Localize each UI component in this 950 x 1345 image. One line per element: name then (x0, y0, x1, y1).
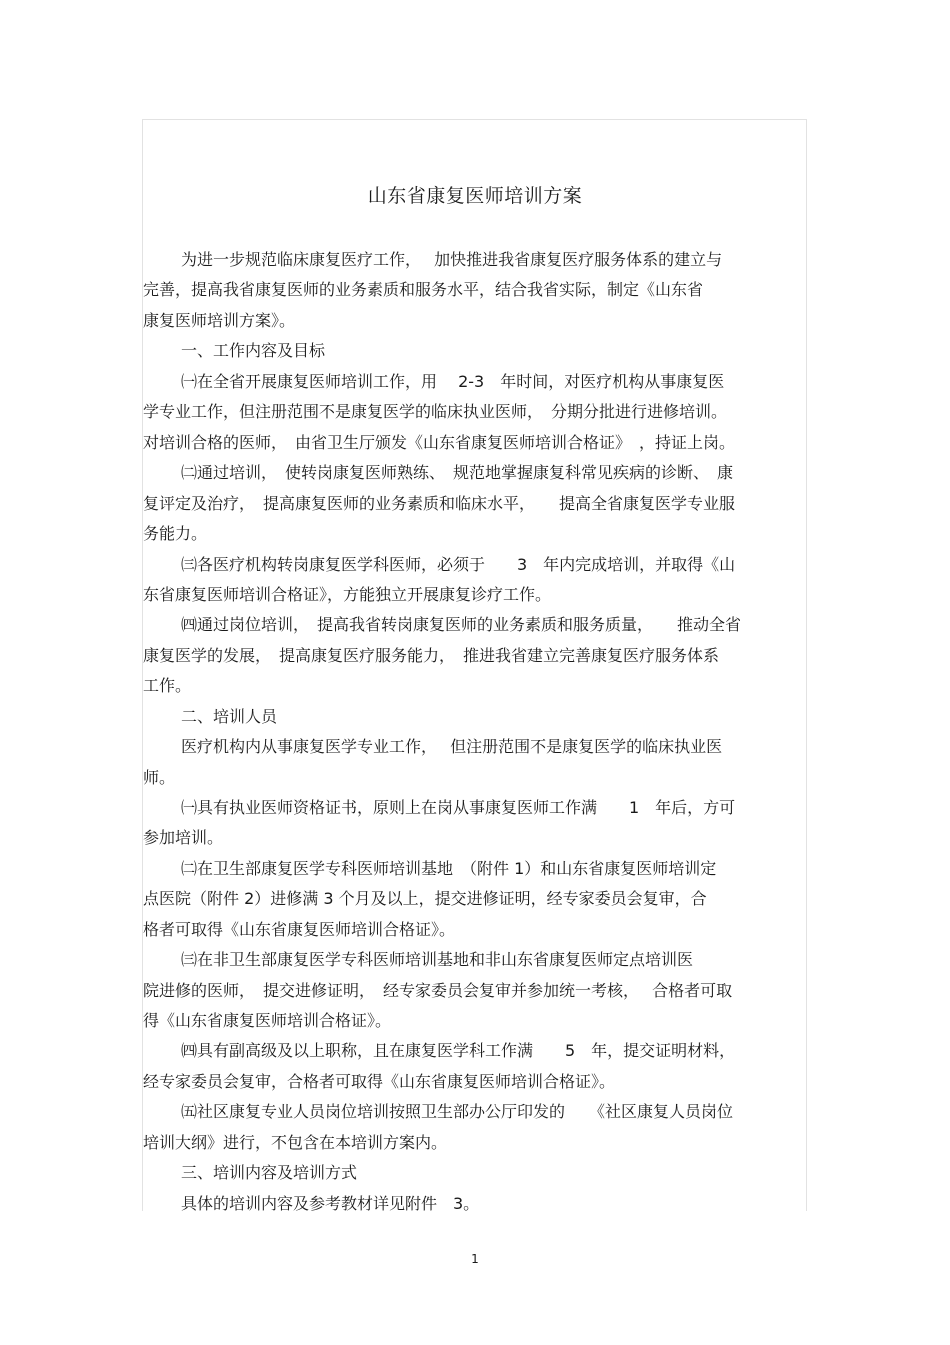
paragraph-line: 康复医学的发展， 提高康复医疗服务能力， 推进我省建立完善康复医疗服务体系 (143, 646, 720, 665)
section-heading: 一、工作内容及目标 (181, 341, 326, 360)
paragraph-line: 具体的培训内容及参考教材详见附件 3。 (181, 1194, 480, 1213)
paragraph-line: ㈠在全省开展康复医师培训工作，用 2-3 年时间，对医疗机构从事康复医 (181, 372, 725, 391)
paragraph-line: 培训大纲》进行，不包含在本培训方案内。 (143, 1133, 448, 1152)
paragraph-line: 务能力。 (143, 524, 208, 543)
paragraph-line: ㈡在卫生部康复医学专科医师培训基地 （附件 1）和山东省康复医师培训定 (181, 859, 717, 878)
paragraph-line: ㈡通过培训， 使转岗康复医师熟练、 规范地掌握康复科常见疾病的诊断、 康 (181, 463, 734, 482)
paragraph-line: 院进修的医师， 提交进修证明， 经专家委员会复审并参加统一考核， 合格者可取 (143, 981, 733, 1000)
paragraph-line: 得《山东省康复医师培训合格证》。 (143, 1011, 392, 1030)
paragraph-line: 参加培训。 (143, 828, 224, 847)
document-title: 山东省康复医师培训方案 (367, 185, 583, 207)
paragraph-line: ㈣通过岗位培训， 提高我省转岗康复医师的业务素质和服务质量， 推动全省 (181, 615, 742, 634)
paragraph-line: ㈤社区康复专业人员岗位培训按照卫生部办公厅印发的 《社区康复人员岗位 (181, 1102, 734, 1121)
paragraph-line: ㈠具有执业医师资格证书，原则上在岗从事康复医师工作满 1 年后，方可 (181, 798, 736, 817)
paragraph-line: 格者可取得《山东省康复医师培训合格证》。 (143, 920, 456, 939)
paragraph-line: ㈣具有副高级及以上职称，且在康复医学科工作满 5 年，提交证明材料， (181, 1041, 736, 1060)
paragraph-line: 师。 (143, 768, 176, 787)
paragraph-line: 工作。 (143, 676, 192, 695)
paragraph-line: 东省康复医师培训合格证》，方能独立开展康复诊疗工作。 (143, 585, 552, 604)
paragraph-line: 学专业工作，但注册范围不是康复医学的临床执业医师， 分期分批进行进修培训。 (143, 402, 728, 421)
paragraph-line: 经专家委员会复审，合格者可取得《山东省康复医师培训合格证》。 (143, 1072, 616, 1091)
paragraph-line: 医疗机构内从事康复医学专业工作， 但注册范围不是康复医学的临床执业医 (181, 737, 723, 756)
paragraph-line: 复评定及治疗， 提高康复医师的业务素质和临床水平， 提高全省康复医学专业服 (143, 494, 736, 513)
paragraph-line: ㈢在非卫生部康复医学专科医师培训基地和非山东省康复医师定点培训医 (181, 950, 694, 969)
paragraph-line: 点医院（附件 2）进修满 3 个月及以上，提交进修证明，经专家委员会复审，合 (143, 889, 707, 908)
paragraph-line: 对培训合格的医师， 由省卫生厅颁发《山东省康复医师培训合格证》 ，持证上岗。 (143, 433, 736, 452)
paragraph-line: 康复医师培训方案》。 (143, 311, 296, 330)
section-heading: 三、培训内容及培训方式 (181, 1163, 358, 1182)
paragraph-line: 为进一步规范临床康复医疗工作， 加快推进我省康复医疗服务体系的建立与 (181, 250, 723, 269)
section-heading: 二、培训人员 (181, 707, 278, 726)
paragraph-line: 完善，提高我省康复医师的业务素质和服务水平，结合我省实际，制定《山东省 (143, 280, 704, 299)
page-number: 1 (471, 1252, 479, 1266)
paragraph-line: ㈢各医疗机构转岗康复医学科医师，必须于 3 年内完成培训，并取得《山 (181, 555, 736, 574)
